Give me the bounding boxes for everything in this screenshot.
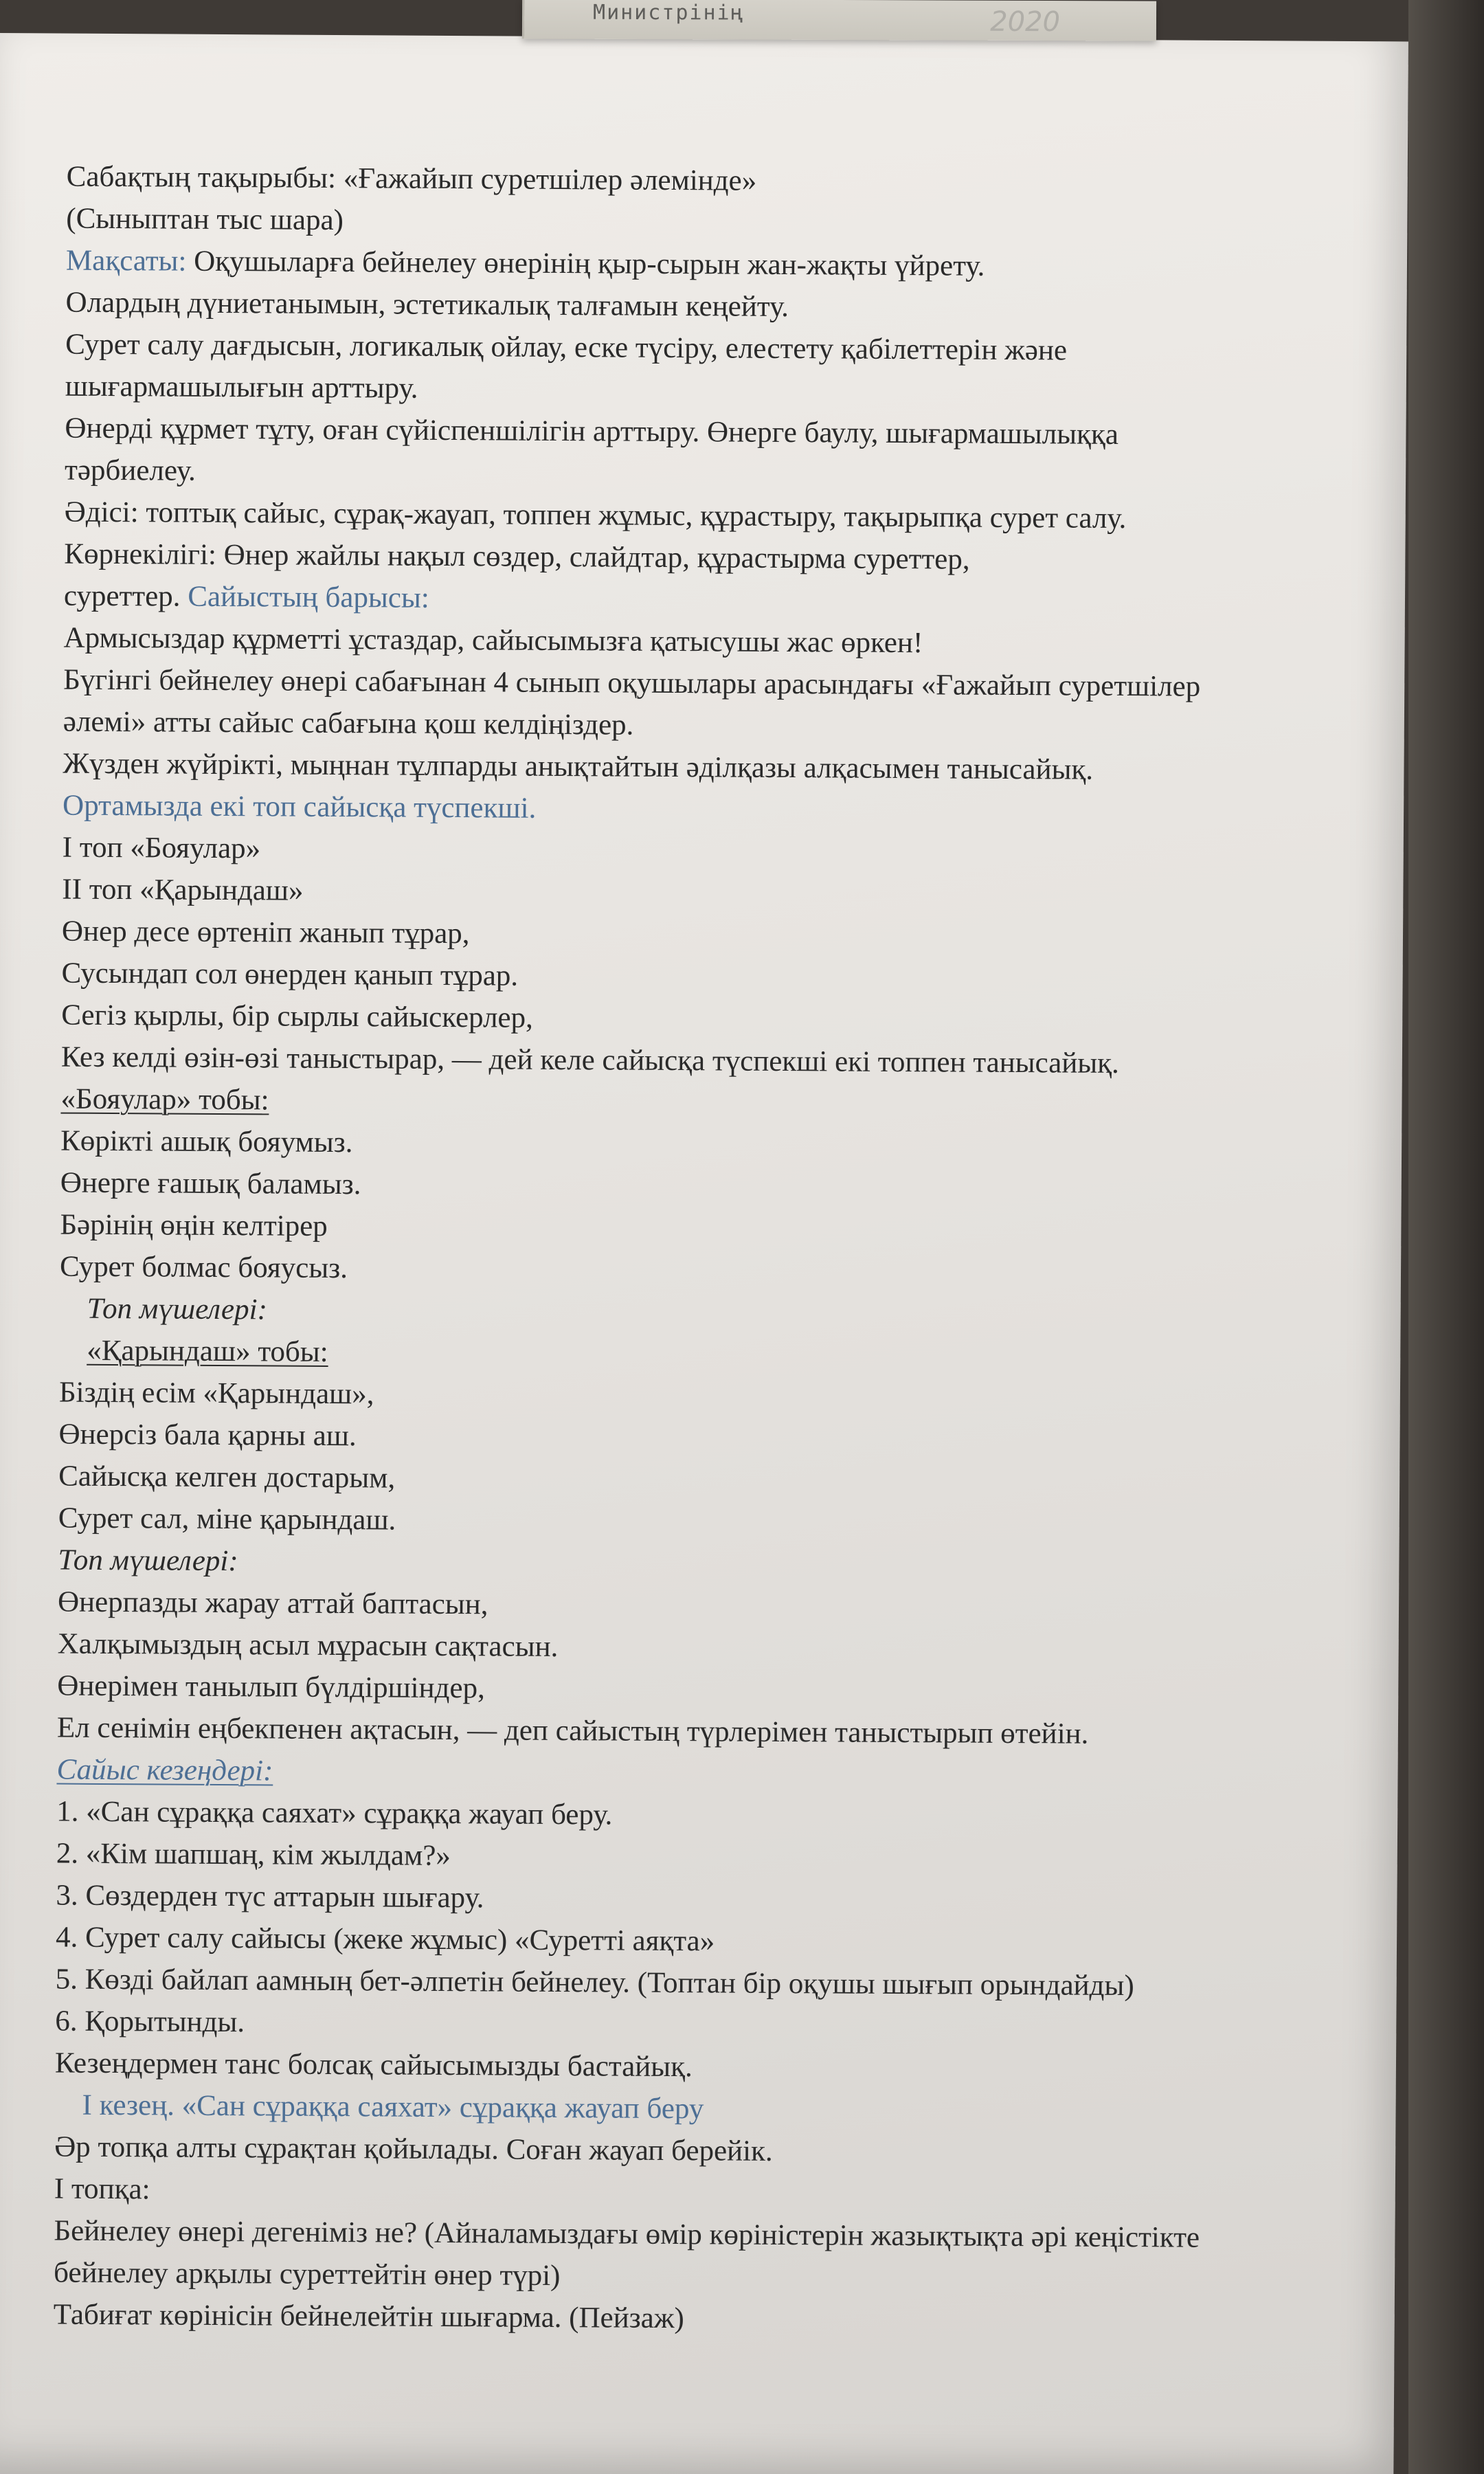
- lesson-topic: Сабақтың тақырыбы: «Ғажайып суретшілер әлемінде»: [66, 160, 757, 197]
- stage-list-item: 1. «Сан сұраққа саяхат» сұраққа жауап беру.: [56, 1795, 613, 1831]
- question-line: Табиғат көрінісін бейнелейтін шығарма. (Пейзаж): [53, 2298, 684, 2335]
- stage-list-item: 6. Қорытынды.: [55, 2005, 245, 2039]
- poem-line: Сурет болмас бояусыз.: [59, 1250, 348, 1285]
- lesson-subtitle: (Сыныптан тыс шара): [66, 202, 344, 237]
- document-page: [0, 33, 1408, 2474]
- method-line: Әдісі: топтық сайыс, сұрақ-жауап, топпен жұмыс, құрастыру, тақырыпқа сурет салу.: [64, 495, 1127, 535]
- document-text: [54, 156, 1406, 2344]
- stage-list-item: 3. Сөздерден түс аттарын шығару.: [56, 1879, 484, 1915]
- poem-line: Халқымыздың асыл мұрасын сақтасын.: [57, 1627, 559, 1664]
- poem-line: Өнер десе өртеніп жанып тұрар,: [61, 915, 470, 950]
- text-line: шығармашылығын арттыру.: [65, 370, 418, 405]
- poem-line: Сусындап сол өнерден қанып тұрар.: [61, 957, 519, 992]
- text-line: әлемі» атты сайыс сабағына қош келдіңіздер.: [63, 705, 634, 742]
- poem-line: Көрікті ашық бояумыз.: [60, 1124, 353, 1159]
- stage-list-item: 5. Көзді байлап аамның бет-әлпетін бейнелеу. (Топтан бір оқушы шығып орындайды): [55, 1963, 1134, 2003]
- text-line: Әр топқа алты сұрақтан қойылады. Соған жауап берейік.: [54, 2130, 773, 2167]
- text-line: Сурет салу дағдысын, логикалық ойлау, еске түсіру, елестету қабілеттерін және: [65, 328, 1068, 367]
- team-members-label: Топ мүшелері:: [87, 1292, 268, 1326]
- procedure-heading: Сайыстың барысы:: [188, 580, 429, 614]
- poem-line: Өнерге ғашық баламыз.: [60, 1166, 361, 1201]
- poem-line: Кез келді өзін-өзі таныстырар, — дей келе сайысқа түспекші екі топпен танысайық.: [60, 1040, 1120, 1080]
- stage-one-heading: І кезең. «Сан сұраққа саяхат» сұраққа жауап беру: [82, 2088, 704, 2126]
- question-line: бейнелеу арқылы суреттейтін өнер түрі): [53, 2256, 561, 2293]
- header-number: 2020: [990, 5, 1061, 38]
- poem-line: Өнерсіз бала қарны аш.: [58, 1418, 357, 1453]
- team-karyndash-heading: «Қарындаш» тобы:: [87, 1334, 328, 1368]
- team-two-line: ІІ топ «Қарындаш»: [62, 873, 304, 907]
- poem-line: Өнерімен танылып бүлдіршіндер,: [57, 1669, 485, 1705]
- poem-line: Сурет сал, міне қарындаш.: [58, 1502, 396, 1537]
- poem-line: Сегіз қырлы, бір сырлы сайыскерлер,: [61, 999, 533, 1034]
- team-one-line: І топ «Бояулар»: [62, 831, 261, 865]
- teams-heading: Ортамызда екі топ сайысқа түспекші.: [62, 789, 537, 825]
- poem-line: Біздің есім «Қарындаш»,: [58, 1376, 374, 1411]
- header-fragment: Министрінің: [592, 0, 745, 25]
- goal-label: Мақсаты:: [65, 244, 187, 278]
- poem-line: Сайысқа келген достарым,: [58, 1460, 396, 1495]
- stages-heading: Сайыс кезеңдері:: [56, 1753, 273, 1787]
- text-line: Армысыздар құрметті ұстаздар, сайысымызға қатысушы жас өркен!: [63, 621, 923, 660]
- visual-aids-line: Көрнекілігі: Өнер жайлы нақыл сөздер, слайдтар, құрастырма суреттер,: [64, 537, 970, 576]
- text-fragment: суреттер.: [63, 579, 181, 613]
- text-line: Жүзден жүйрікті, мыңнан тұлпарды анықтайтын әділқазы алқасымен танысайық.: [63, 747, 1094, 786]
- text-line: тәрбиелеу.: [64, 454, 196, 487]
- goal-text: Оқушыларға бейнелеу өнерінің қыр-сырын жан-жақты үйрету.: [194, 245, 985, 282]
- text-line: Өнерді құрмет тұту, оған сүйіспеншілігін арттыру. Өнерге баулу, шығармашылыққа: [65, 412, 1119, 451]
- team-boyaular-heading: «Бояулар» тобы:: [60, 1082, 269, 1117]
- stage-list-item: 4. Сурет салу сайысы (жеке жұмыс) «Суретті аяқта»: [55, 1921, 715, 1958]
- poem-line: Ел сенімін еңбекпенен ақтасын, — деп сайыстың түрлерімен таныстырып өтейін.: [56, 1711, 1089, 1750]
- desk-background: [1408, 0, 1484, 2474]
- text-line: Олардың дүниетанымын, эстетикалық талғамын кеңейту.: [65, 286, 789, 324]
- poem-line: Бәрінің өңін келтірер: [60, 1208, 328, 1242]
- text-line: Кезеңдермен танс болсақ сайысымызды бастайық.: [54, 2047, 693, 2084]
- team-members-label: Топ мүшелері:: [58, 1544, 238, 1578]
- group-one-label: І топқа:: [54, 2172, 150, 2206]
- underlying-sheet: [522, 0, 1156, 41]
- text-line: Бүгінгі бейнелеу өнері сабағынан 4 сынып оқушылары арасындағы «Ғажайып суретшілер: [63, 663, 1201, 703]
- stage-list-item: 2. «Кім шапшаң, кім жылдам?»: [56, 1837, 451, 1873]
- poem-line: Өнерпазды жарау аттай баптасын,: [57, 1585, 488, 1621]
- question-line: Бейнелеу өнері дегеніміз не? (Айналамыздағы өмір көріністерін жазықтықта әрі кеңістікте: [54, 2214, 1200, 2254]
